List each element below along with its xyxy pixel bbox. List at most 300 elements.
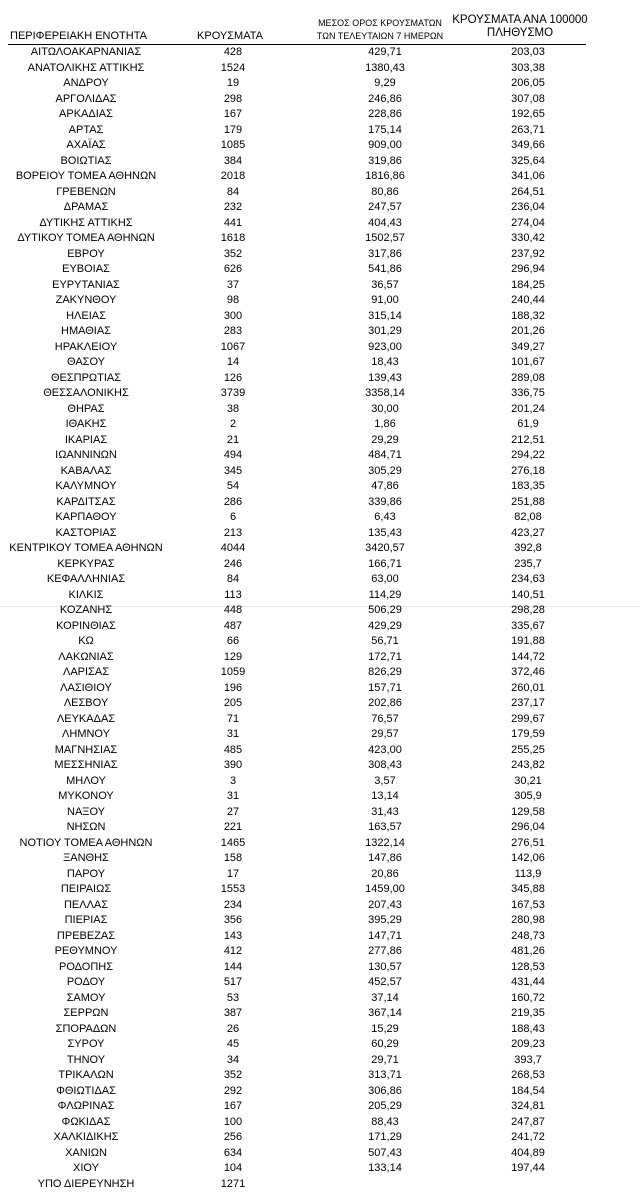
cases-per-100000-cell: 188,32 [511,309,545,322]
cases-per-100000-cell: 191,88 [511,635,545,647]
region-cell: ΞΑΝΘΗΣ [63,852,109,864]
table-row [0,913,640,929]
cases-per-100000-cell: 263,71 [511,123,545,136]
seven-day-average-cell: 36,57 [371,278,399,291]
region-cell: ΠΑΡΟΥ [66,867,106,880]
region-cell: ΚΕΝΤΡΙΚΟΥ ΤΟΜΕΑ ΑΘΗΝΩΝ [9,542,163,554]
header-avg-line1: ΜΕΣΟΣ ΟΡΟΣ ΚΡΟΥΣΜΑΤΩΝ [318,18,442,28]
region-cell: ΑΧΑΪΑΣ [66,139,106,151]
region-cell: ΑΝΑΤΟΛΙΚΗΣ ΑΤΤΙΚΗΣ [27,61,145,74]
seven-day-average-cell: 133,14 [368,1162,402,1174]
seven-day-average-cell: 63,00 [371,573,399,585]
header-avg-line2: ΤΩΝ ΤΕΛΕΥΤΑΙΩΝ 7 ΗΜΕΡΩΝ [316,31,444,41]
table-row [0,696,640,712]
table-row [0,1037,640,1053]
table-row [0,495,640,511]
cases-cell: 387 [223,1007,243,1019]
cases-cell: 1524 [220,61,246,74]
cases-cell: 84 [226,573,240,585]
cases-per-100000-cell: 82,08 [514,511,542,523]
cases-per-100000-cell: 113,9 [514,867,542,880]
region-cell: ΘΕΣΠΡΩΤΙΑΣ [50,371,122,384]
cases-per-100000-cell: 305,9 [514,790,542,802]
region-cell: ΡΕΘΥΜΝΟΥ [54,945,118,957]
cases-cell: 126 [223,371,243,384]
cases-per-100000-cell: 184,25 [511,278,545,291]
seven-day-average-cell: 205,29 [368,1100,402,1112]
cases-cell: 6 [229,511,237,523]
cases-per-100000-cell: 268,53 [511,1069,545,1081]
cases-per-100000-cell: 101,67 [511,356,545,368]
table-row [0,975,640,991]
table-row [0,1022,640,1038]
table-row [0,1177,640,1193]
cases-per-100000-cell: 142,06 [511,852,545,864]
seven-day-average-cell: 80,86 [371,185,399,198]
region-cell: ΠΕΙΡΑΙΩΣ [60,883,112,895]
seven-day-average-cell: 60,29 [371,1038,399,1050]
cases-per-100000-cell: 335,67 [511,619,545,632]
cases-cell: 45 [226,1038,240,1050]
seven-day-average-cell: 367,14 [368,1007,402,1019]
seven-day-average-cell: 1502,57 [365,232,405,244]
cases-cell: 1067 [220,340,246,353]
region-cell: ΚΟΡΙΝΘΙΑΣ [56,619,116,632]
seven-day-average-cell: 135,43 [368,526,402,539]
region-cell: ΒΟΡΕΙΟΥ ΤΟΜΕΑ ΑΘΗΝΩΝ [15,170,157,182]
cases-per-100000-cell: 251,88 [511,495,545,508]
seven-day-average-cell: 826,29 [368,666,402,678]
cases-per-100000-cell: 247,87 [511,1115,545,1128]
seven-day-average-cell: 172,71 [368,650,402,663]
region-cell: ΦΛΩΡΙΝΑΣ [57,1100,115,1112]
cases-per-100000-cell: 179,59 [511,728,545,740]
cases-cell: 144 [223,960,243,973]
seven-day-average-cell: 339,86 [368,495,402,508]
cases-per-100000-cell: 30,21 [514,774,542,787]
cases-per-100000-cell: 237,17 [511,697,545,709]
cases-cell: 21 [226,433,240,446]
seven-day-average-cell: 163,57 [368,821,402,833]
cases-per-100000-cell: 349,66 [511,139,545,151]
cases-per-100000-cell: 234,63 [511,573,545,585]
region-cell: ΘΕΣΣΑΛΟΝΙΚΗΣ [43,387,129,399]
cases-cell: 54 [226,480,240,492]
table-row [0,402,640,418]
cases-cell: 4044 [220,542,246,554]
region-cell: ΧΙΟΥ [73,1162,99,1174]
cases-per-100000-cell: 280,98 [511,914,545,926]
cases-per-100000-cell: 209,23 [511,1038,545,1050]
cases-per-100000-cell: 296,04 [511,821,545,833]
cases-per-100000-cell: 235,7 [514,557,542,570]
cases-per-100000-cell: 243,82 [511,759,545,771]
cases-cell: 1085 [220,139,246,151]
seven-day-average-cell: 76,57 [371,712,399,725]
region-cell: ΚΑΣΤΟΡΙΑΣ [55,526,117,539]
region-cell: ΠΕΛΛΑΣ [63,898,109,911]
cases-cell: 158 [223,852,243,864]
cases-cell: 113 [224,588,242,601]
cases-cell: 27 [226,805,240,818]
seven-day-average-cell: 541,86 [368,263,402,275]
table-row [0,216,640,232]
seven-day-average-cell: 507,43 [368,1146,402,1159]
cases-cell: 2 [229,418,237,430]
cases-cell: 31 [226,790,240,802]
cases-cell: 17 [226,867,240,880]
cases-per-100000-cell: 237,92 [511,247,545,260]
cases-per-100000-cell: 392,8 [514,542,542,554]
cases-cell: 38 [226,402,240,415]
cases-cell: 234 [223,898,243,911]
region-cell: ΦΩΚΙΔΑΣ [61,1115,111,1128]
table-row [0,588,640,604]
table-row [0,185,640,201]
region-cell: ΚΟΖΑΝΗΣ [59,604,113,616]
cases-cell: 179 [223,123,243,136]
cases-cell: 34 [226,1053,240,1066]
cases-cell: 37 [226,278,240,291]
region-cell: ΠΙΕΡΙΑΣ [64,914,108,926]
region-cell: ΙΩΑΝΝΙΝΩΝ [55,449,117,461]
region-cell: ΛΕΣΒΟΥ [63,697,109,709]
region-cell: ΚΕΦΑΛΛΗΝΙΑΣ [46,573,126,585]
seven-day-average-cell: 1380,43 [365,61,405,74]
table-row [0,572,640,588]
seven-day-average-cell: 429,29 [368,619,402,632]
cases-cell: 2018 [220,170,246,182]
region-cell: ΚΑΛΥΜΝΟΥ [55,480,117,492]
region-cell: ΤΡΙΚΑΛΩΝ [58,1069,114,1081]
region-cell: ΑΡΚΑΔΙΑΣ [59,108,113,120]
seven-day-average-cell: 88,43 [371,1115,399,1128]
region-cell: ΑΡΓΟΛΙΔΑΣ [55,92,117,105]
cases-per-100000-cell: 341,06 [511,170,545,182]
seven-day-average-cell: 3420,57 [365,542,405,554]
region-cell: ΛΗΜΝΟΥ [62,728,110,740]
table-row [0,386,640,402]
seven-day-average-cell: 207,43 [368,898,402,911]
cases-per-100000-cell: 188,43 [511,1022,545,1035]
cases-per-100000-cell: 167,53 [511,898,545,911]
table-row [0,727,640,743]
seven-day-average-cell: 301,29 [368,325,402,337]
table-body [0,45,640,1192]
region-cell: ΝΗΣΩΝ [66,821,106,833]
cases-per-100000-cell: 140,51 [511,588,545,601]
header-cases-per-100000 [445,14,595,40]
region-cell: ΚΑΡΠΑΘΟΥ [55,511,117,523]
region-cell: ΙΘΑΚΗΣ [65,418,107,430]
seven-day-average-cell: 31,43 [371,805,399,818]
cases-per-100000-cell: 264,51 [511,185,545,198]
table-row [0,123,640,139]
region-cell: ΑΡΤΑΣ [68,123,104,136]
table-row [0,1099,640,1115]
table-row [0,929,640,945]
header-per-line1: ΚΡΟΥΣΜΑΤΑ ΑΝΑ 100000 [452,14,588,26]
seven-day-average-cell: 20,86 [371,867,399,880]
table-row [0,944,640,960]
cases-per-100000-cell: 431,44 [511,976,545,988]
seven-day-average-cell: 91,00 [371,294,399,306]
cases-per-100000-cell: 129,58 [511,805,545,818]
seven-day-average-cell: 13,14 [371,790,399,802]
table-row [0,650,640,666]
seven-day-average-cell: 317,86 [368,247,402,260]
seven-day-average-cell: 130,57 [368,960,402,973]
table-row [0,169,640,185]
cases-per-100000-cell: 248,73 [511,929,545,942]
cases-cell: 1059 [220,666,246,678]
header-cases: ΚΡΟΥΣΜΑΤΑ [197,30,263,42]
cases-per-100000-cell: 325,64 [511,154,545,167]
table-row [0,789,640,805]
cases-cell: 205 [223,697,243,709]
cases-cell: 66 [226,635,240,647]
cases-cell: 129 [223,650,243,663]
cases-per-100000-cell: 324,81 [511,1100,545,1112]
cases-cell: 441 [223,216,243,229]
region-cell: ΤΗΝΟΥ [66,1053,106,1066]
cases-per-100000-cell: 241,72 [511,1131,545,1143]
region-cell: ΧΑΝΙΩΝ [65,1146,107,1159]
seven-day-average-cell: 6,43 [374,511,396,523]
seven-day-average-cell: 1,86 [374,418,396,430]
seven-day-average-cell: 171,29 [368,1131,402,1143]
seven-day-average-cell: 313,71 [368,1069,402,1081]
table-row [0,541,640,557]
seven-day-average-cell: 1459,00 [365,883,405,895]
seven-day-average-cell: 1816,86 [365,170,405,182]
region-cell: ΔΥΤΙΚΟΥ ΤΟΜΕΑ ΑΘΗΝΩΝ [17,232,155,244]
seven-day-average-cell: 306,86 [368,1084,402,1097]
seven-day-average-cell: 923,00 [368,340,402,353]
seven-day-average-cell: 315,14 [368,309,402,322]
region-cell: ΖΑΚΥΝΘΟΥ [55,294,117,306]
table-row [0,1115,640,1131]
cases-per-100000-cell: 330,42 [511,232,545,244]
cases-cell: 196 [223,681,243,694]
cases-per-100000-cell: 336,75 [511,387,545,399]
cases-per-100000-cell: 219,35 [511,1007,545,1019]
cases-cell: 213 [223,526,243,539]
seven-day-average-cell: 175,14 [368,123,402,136]
seven-day-average-cell: 452,57 [368,976,402,988]
table-row [0,820,640,836]
cases-per-100000-cell: 298,28 [511,604,545,616]
cases-cell: 143 [223,929,243,942]
cases-per-100000-cell: 184,54 [511,1084,545,1097]
cases-cell: 448 [223,604,243,616]
cases-cell: 246 [223,557,243,570]
region-cell: ΧΑΛΚΙΔΙΚΗΣ [53,1131,119,1143]
cases-cell: 384 [223,154,243,167]
cases-cell: 53 [226,991,240,1004]
table-row [0,774,640,790]
region-cell: ΠΡΕΒΕΖΑΣ [56,929,116,942]
table-row [0,526,640,542]
seven-day-average-cell: 246,86 [368,92,402,105]
cases-per-100000-cell: 203,03 [511,46,545,58]
table-row [0,262,640,278]
region-cell: ΜΑΓΝΗΣΙΑΣ [54,743,118,756]
cases-cell: 14 [226,356,240,368]
table-row [0,1068,640,1084]
cases-per-100000-cell: 274,04 [511,216,545,229]
table-row [0,278,640,294]
cases-cell: 104 [223,1162,243,1174]
region-cell: ΛΑΡΙΣΑΣ [62,666,109,678]
table-row [0,107,640,123]
table-row [0,603,640,619]
cases-cell: 428 [223,46,243,58]
region-cell: ΗΜΑΘΙΑΣ [61,325,111,337]
region-cell: ΕΥΡΥΤΑΝΙΑΣ [52,278,120,291]
cases-per-100000-cell: 303,38 [511,61,545,74]
table-row [0,882,640,898]
cases-per-100000-cell: 201,26 [511,325,545,337]
cases-cell: 345 [223,464,243,477]
cases-per-100000-cell: 128,53 [511,960,545,973]
region-cell: ΘΗΡΑΣ [67,402,105,415]
region-cell: ΜΕΣΣΗΝΙΑΣ [54,759,118,771]
seven-day-average-cell: 202,86 [368,697,402,709]
table-row [0,557,640,573]
region-cell: ΚΑΡΔΙΤΣΑΣ [56,495,116,508]
region-cell: ΡΟΔΟΥ [66,976,106,988]
region-cell: ΜΗΛΟΥ [66,774,106,787]
cases-cell: 98 [226,294,240,306]
seven-day-average-cell: 139,43 [368,371,402,384]
region-cell: ΚΩ [78,635,94,647]
region-cell: ΑΝΔΡΟΥ [63,77,109,89]
cases-per-100000-cell: 349,27 [511,340,545,353]
cases-per-100000-cell: 345,88 [511,883,545,895]
cases-per-100000-cell: 240,44 [511,294,545,306]
table-row [0,293,640,309]
table-row [0,619,640,635]
cases-cell: 26 [226,1022,240,1035]
cases-per-100000-cell: 404,89 [511,1146,545,1159]
table-row [0,1130,640,1146]
region-cell: ΓΡΕΒΕΝΩΝ [56,185,116,198]
seven-day-average-cell: 56,71 [371,635,399,647]
table-row [0,340,640,356]
table-row [0,479,640,495]
table-row [0,1053,640,1069]
table-row [0,417,640,433]
table-row [0,1146,640,1162]
table-header [0,0,640,44]
cases-cell: 300 [223,309,243,322]
region-cell: ΛΑΣΙΘΙΟΥ [60,681,112,694]
cases-per-100000-cell: 372,46 [511,666,545,678]
table-row [0,805,640,821]
cases-cell: 286 [223,495,243,508]
region-cell: ΛΕΥΚΑΔΑΣ [56,712,116,725]
cases-cell: 487 [223,619,243,632]
region-cell: ΣΑΜΟΥ [66,991,106,1004]
seven-day-average-cell: 305,29 [368,464,402,477]
table-row [0,154,640,170]
region-cell: ΔΡΑΜΑΣ [63,201,109,213]
region-cell: ΘΑΣΟΥ [66,356,106,368]
cases-cell: 283 [223,325,243,337]
seven-day-average-cell: 909,00 [368,139,402,151]
cases-per-100000-cell: 307,08 [511,92,545,105]
region-cell: ΕΒΡΟΥ [67,247,105,260]
seven-day-average-cell: 423,00 [368,743,402,756]
table-row [0,371,640,387]
region-cell: ΦΘΙΩΤΙΔΑΣ [56,1084,116,1097]
cases-cell: 221 [223,821,243,833]
cases-cell: 1271 [220,1177,246,1190]
seven-day-average-cell: 114,29 [368,588,402,601]
table-row [0,758,640,774]
cases-cell: 1465 [220,836,246,849]
table-row [0,309,640,325]
table-row [0,681,640,697]
cases-per-100000-cell: 206,05 [511,77,545,89]
cases-cell: 71 [226,712,240,725]
table-row [0,247,640,263]
table-row [0,1084,640,1100]
region-cell: ΙΚΑΡΙΑΣ [64,433,108,446]
cases-per-100000-cell: 212,51 [511,433,545,446]
region-cell: ΜΥΚΟΝΟΥ [58,790,114,802]
seven-day-average-cell: 18,43 [371,356,399,368]
cases-per-100000-cell: 201,24 [511,402,545,415]
cases-cell: 167 [223,108,243,120]
cases-per-100000-cell: 183,35 [511,480,545,492]
cases-per-100000-cell: 294,22 [511,449,545,461]
seven-day-average-cell: 247,57 [368,201,402,213]
cases-cell: 626 [223,263,243,275]
region-cell: ΥΠΟ ΔΙΕΡΕΥΝΗΣΗ [37,1177,135,1190]
region-cell: ΛΑΚΩΝΙΑΣ [58,650,114,663]
cases-per-100000-cell: 192,65 [511,108,545,120]
header-per-line2: ΠΛΗΘΥΣΜΟ [486,27,554,39]
seven-day-average-cell: 228,86 [368,108,402,120]
region-cell: ΣΥΡΟΥ [67,1038,105,1050]
table-row [0,743,640,759]
seven-day-average-cell: 395,29 [368,914,402,926]
seven-day-average-cell: 9,29 [374,77,396,89]
seven-day-average-cell: 506,29 [368,604,402,616]
cases-cell: 298 [223,92,243,105]
cases-cell: 292 [223,1084,243,1097]
table-row [0,1161,640,1177]
region-cell: ΣΠΟΡΑΔΩΝ [55,1022,117,1035]
table-row [0,61,640,77]
seven-day-average-cell: 3,57 [374,774,396,787]
seven-day-average-cell: 484,71 [368,449,402,461]
seven-day-average-cell: 429,71 [368,46,402,58]
cases-per-100000-cell: 255,25 [511,743,545,756]
seven-day-average-cell: 166,71 [368,557,402,570]
seven-day-average-cell: 3358,14 [365,387,405,399]
region-cell: ΡΟΔΟΠΗΣ [58,960,114,973]
region-cell: ΗΡΑΚΛΕΙΟΥ [54,340,118,353]
seven-day-average-cell: 404,43 [368,216,402,229]
seven-day-average-cell: 29,57 [371,728,399,740]
cases-per-100000-cell: 276,18 [511,464,545,477]
cases-cell: 412 [223,945,243,957]
cases-per-100000-cell: 481,26 [511,945,545,957]
table-row [0,960,640,976]
